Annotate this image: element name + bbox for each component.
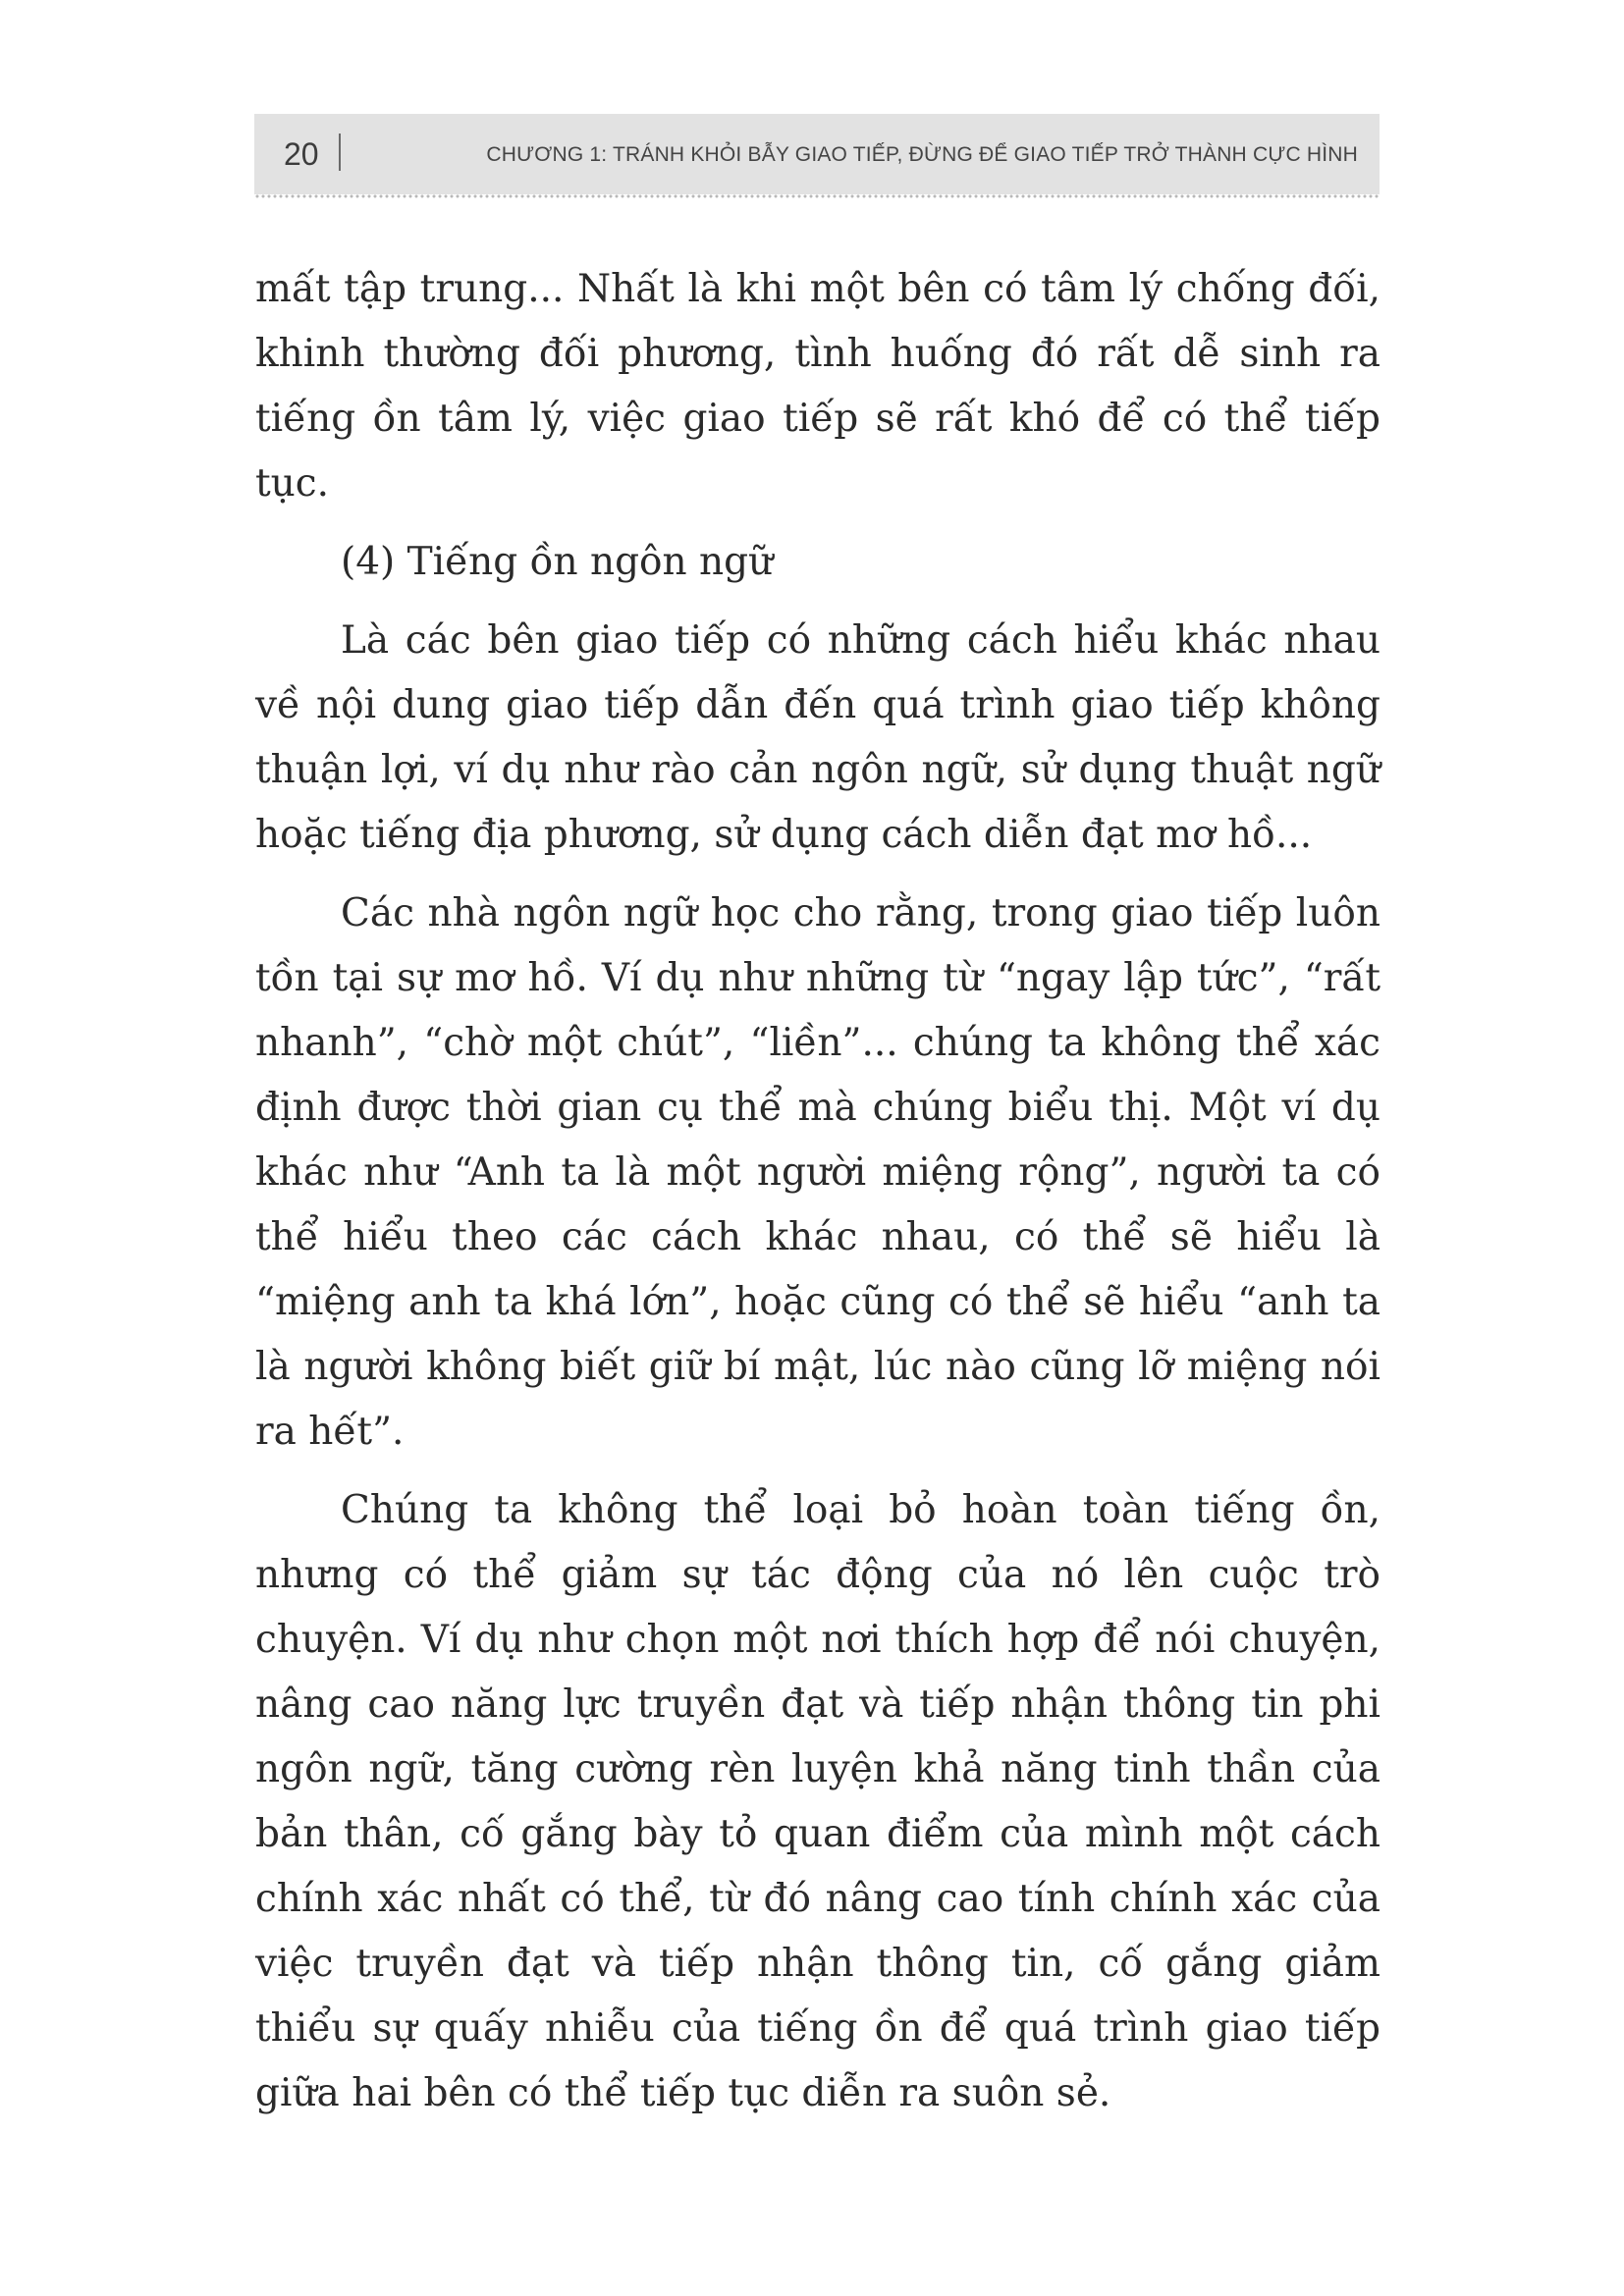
paragraph: Chúng ta không thể loại bỏ hoàn toàn tiếng ồn, nhưng có thể giảm sự tác động của nó lên cuộc trò chuyện. Ví dụ như chọn một nơi thích hợp để nói chuyện, nâng cao năng lực truyền đạt và tiếp nhận thông tin phi ngôn ngữ, tăng cường rèn luyện khả năng tinh thần của bản thân, cố gắng bày tỏ quan điểm của mình một cách chính xác nhất có thể, từ đó nâng cao tính chính xác của việc truyền đạt và tiếp nhận thông tin, cố gắng giảm thiểu sự quấy nhiễu của tiếng ồn để quá trình giao tiếp giữa hai bên có thể tiếp tục diễn ra suôn sẻ. [255, 1488, 1380, 2115]
header-divider [339, 133, 341, 171]
paragraph: Là các bên giao tiếp có những cách hiểu khác nhau về nội dung giao tiếp dẫn đến quá trình giao tiếp không thuận lợi, ví dụ như rào cản ngôn ngữ, sử dụng thuật ngữ hoặc tiếng địa phương, sử dụng cách diễn đạt mơ hồ... [255, 618, 1380, 857]
section-heading: (4) Tiếng ồn ngôn ngữ [341, 540, 774, 584]
paragraph-continuation: mất tập trung... Nhất là khi một bên có tâm lý chống đối, khinh thường đối phương, tình huống đó rất dễ sinh ra tiếng ồn tâm lý, việc giao tiếp sẽ rất khó để có thể tiếp tục. [255, 267, 1380, 506]
body-text [255, 257, 1380, 2140]
page-number: 20 [284, 136, 319, 172]
paragraph: Các nhà ngôn ngữ học cho rằng, trong giao tiếp luôn tồn tại sự mơ hồ. Ví dụ như những từ “ngay lập tức”, “rất nhanh”, “chờ một chút”, “liền”... chúng ta không thể xác định được thời gian cụ thể mà chúng biểu thị. Một ví dụ khác như “Anh ta là một người miệng rộng”, người ta có thể hiểu theo các cách khác nhau, có thể sẽ hiểu là “miệng anh ta khá lớn”, hoặc cũng có thể sẽ hiểu “anh ta là người không biết giữ bí mật, lúc nào cũng lỡ miệng nói ra hết”. [255, 891, 1380, 1454]
running-header [254, 114, 1380, 194]
chapter-title: CHƯƠNG 1: TRÁNH KHỎI BẪY GIAO TIẾP, ĐỪNG ĐỂ GIAO TIẾP TRỞ THÀNH CỰC HÌNH [486, 143, 1358, 166]
